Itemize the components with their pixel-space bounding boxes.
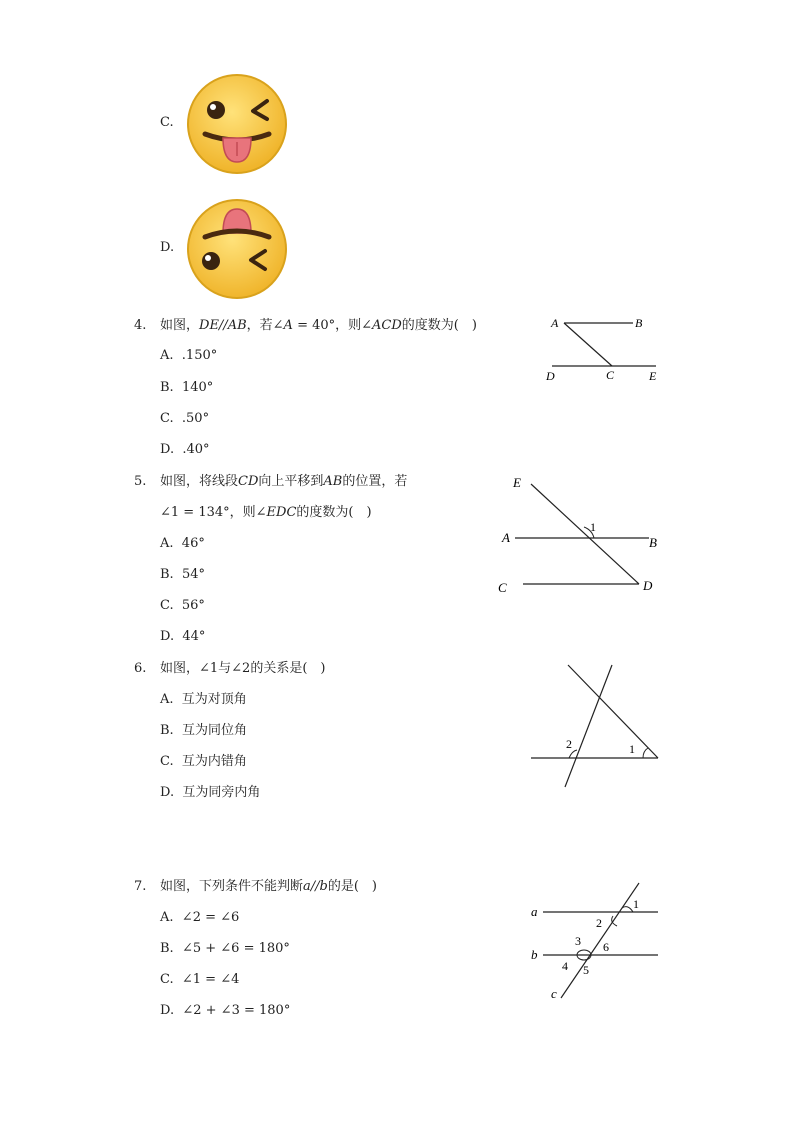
q7-option-b[interactable]: B. ∠5 + ∠6 = 180° <box>160 941 290 956</box>
q5-option-c[interactable]: C. 56° <box>160 598 205 613</box>
q4-label-b: B <box>635 316 643 330</box>
q5-stem-line2: ∠1 = 134°，则∠EDC的度数为( ) <box>160 505 372 520</box>
q5-figure <box>495 472 665 600</box>
q5-line-ed <box>531 484 639 584</box>
q6-option-d[interactable]: D. 互为同旁内角 <box>160 785 261 800</box>
q6-label-1: 1 <box>629 742 635 756</box>
q7-option-a[interactable]: A. ∠2 = ∠6 <box>160 910 240 925</box>
q6-figure <box>525 660 665 792</box>
q6-label-2: 2 <box>566 737 572 751</box>
q7-stem: 如图，下列条件不能判断a//b的是( ) <box>160 879 378 894</box>
q7-label-3: 3 <box>575 934 581 948</box>
q4-label-c: C <box>606 368 615 382</box>
q7-angle-1-arc <box>622 907 633 912</box>
q7-label-4: 4 <box>562 959 568 973</box>
q4-option-b[interactable]: B. 140° <box>160 380 214 395</box>
q4-option-c[interactable]: C. .50° <box>160 411 210 426</box>
q5-option-d[interactable]: D. 44° <box>160 629 206 644</box>
q6-angle-2-arc <box>569 750 577 758</box>
q4-label-e: E <box>649 369 657 383</box>
q6-option-b[interactable]: B. 互为同位角 <box>160 723 247 738</box>
q6-steep-line <box>565 665 612 787</box>
q7-label-5: 5 <box>583 963 589 977</box>
q4-option-d[interactable]: D. .40° <box>160 442 210 457</box>
q4-label-d: D <box>546 369 555 383</box>
q5-label-a: A <box>502 530 510 545</box>
q7-transversal-c <box>561 883 639 998</box>
q4-stem: 如图，DE//AB，若∠A = 40°，则∠ACD的度数为( ) <box>160 318 477 333</box>
q7-label-6: 6 <box>603 940 609 954</box>
q5-option-b[interactable]: B. 54° <box>160 567 205 582</box>
wink-tongue-emoji-icon <box>185 72 289 176</box>
q5-stem-line1: 如图，将线段CD向上平移到AB的位置，若 <box>160 474 408 489</box>
q7-label-2: 2 <box>596 916 602 930</box>
q5-label-e: E <box>513 475 521 490</box>
q6-stem: 如图，∠1与∠2的关系是( ) <box>160 661 326 676</box>
q7-label-c: c <box>551 986 557 1001</box>
q7-label-1: 1 <box>633 897 639 911</box>
q7-label-b: b <box>531 947 538 962</box>
q4-figure <box>540 312 665 387</box>
q5-number: 5. <box>134 474 147 489</box>
q3-option-d-letter: D. <box>160 240 175 255</box>
q5-label-d: D <box>643 578 653 593</box>
q7-option-c[interactable]: C. ∠1 = ∠4 <box>160 972 240 987</box>
q7-label-a: a <box>531 904 538 919</box>
q5-label-c: C <box>498 580 507 595</box>
q5-label-b: B <box>649 535 657 550</box>
q5-option-a[interactable]: A. 46° <box>160 536 205 551</box>
q7-figure <box>525 878 665 1006</box>
q4-number: 4. <box>134 318 147 333</box>
q3-option-c-letter: C. <box>160 115 174 130</box>
q6-number: 6. <box>134 661 147 676</box>
q4-option-a[interactable]: A. .150° <box>160 348 218 363</box>
q7-number: 7. <box>134 879 147 894</box>
q6-option-a[interactable]: A. 互为对顶角 <box>160 692 247 707</box>
q4-label-a: A <box>551 316 559 330</box>
q5-label-1: 1 <box>590 520 596 534</box>
q4-line-ac <box>564 323 612 366</box>
q7-option-d[interactable]: D. ∠2 + ∠3 = 180° <box>160 1003 291 1018</box>
q6-option-c[interactable]: C. 互为内错角 <box>160 754 247 769</box>
q6-angle-1-arc <box>643 748 648 758</box>
upside-down-wink-emoji-icon <box>185 197 289 301</box>
